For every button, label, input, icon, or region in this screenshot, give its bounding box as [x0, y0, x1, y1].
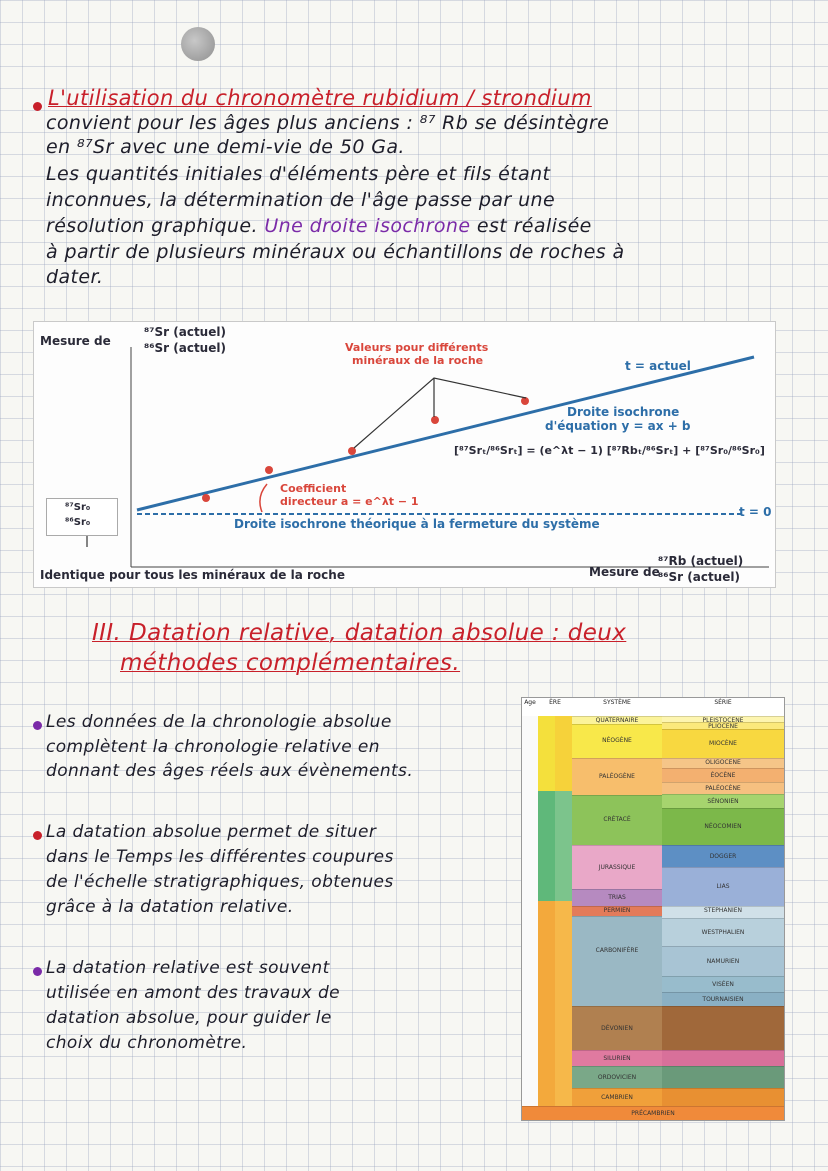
header-system: SYSTÈME: [603, 699, 631, 706]
bullet: [33, 967, 42, 976]
sr0-bottom: ⁸⁶Sr₀: [65, 517, 91, 528]
binder-hole: [181, 27, 215, 61]
series-row: LIAS: [662, 867, 784, 906]
system-paleogene: PALÉOGÈNE: [572, 758, 662, 795]
x-axis-bottom: ⁸⁶Sr (actuel): [658, 570, 740, 584]
era-primaire: [555, 901, 572, 1106]
series-row: NAMURIEN: [662, 946, 784, 976]
era-tertiaire: [555, 716, 572, 791]
bullet: [33, 102, 42, 111]
coef-label: directeur a = e^λt − 1: [280, 495, 419, 508]
isochrone-highlight: Une droite isochrone: [264, 215, 471, 237]
series-cambrian: [662, 1088, 784, 1106]
paragraph-line: datation absolue, pour guider le: [46, 1008, 332, 1028]
coef-arc: [260, 484, 267, 512]
text-segment: est réalisée: [470, 215, 592, 237]
bullet: [33, 831, 42, 840]
t-actuel-label: t = actuel: [625, 359, 691, 373]
series-row: MIOCÈNE: [662, 729, 784, 758]
text-line: Les quantités initiales d'éléments père et fils étant: [46, 163, 551, 185]
bullet: [33, 721, 42, 730]
series-row: PLIOCÈNE: [662, 722, 784, 729]
sr0-box: [46, 498, 118, 536]
series-row: ÉOCÈNE: [662, 768, 784, 782]
system-triassic: TRIAS: [572, 889, 662, 906]
t-zero-label: t = 0: [739, 505, 772, 519]
arrow-lines: [354, 378, 526, 448]
paragraph-line: La datation relative est souvent: [46, 958, 330, 978]
paragraph-line: dans le Temps les différentes coupures: [46, 847, 394, 867]
mineral-point: [265, 466, 273, 474]
text-line: en ⁸⁷Sr avec une demi-vie de 50 Ga.: [46, 136, 405, 158]
paragraph-line: de l'échelle stratigraphiques, obtenues: [46, 872, 394, 892]
text-line: inconnues, la détermination de l'âge passe par une: [46, 189, 556, 211]
identical-label: Identique pour tous les minéraux de la roche: [40, 568, 345, 582]
series-row: DOGGER: [662, 845, 784, 867]
theoretical-label: Droite isochrone théorique à la fermeture du système: [234, 517, 600, 531]
rb-sr-heading: L'utilisation du chronomètre rubidium / strondium: [48, 86, 592, 110]
text-line: [46, 215, 592, 237]
paragraph-line: donnant des âges réels aux évènements.: [46, 761, 414, 781]
paragraph-line: complètent la chronologie relative en: [46, 737, 380, 757]
system-silurian: SILURIEN: [572, 1050, 662, 1066]
series-row: STÉPHANIEN: [662, 906, 784, 918]
system-permian: PERMIEN: [572, 906, 662, 916]
paragraph-line: La datation absolue permet de situer: [46, 822, 377, 842]
series-silurian: [662, 1050, 784, 1066]
isochrone-label: Droite isochrone: [567, 405, 680, 419]
mineral-point: [431, 416, 439, 424]
paragraph-line: Les données de la chronologie absolue: [46, 712, 392, 732]
header-era: ÈRE: [549, 699, 561, 706]
system-cretaceous: CRÉTACÉ: [572, 795, 662, 845]
x-axis-prefix: Mesure de: [589, 565, 660, 579]
series-ordovician: [662, 1066, 784, 1088]
sr0-top: ⁸⁷Sr₀: [65, 502, 91, 513]
isochrone-equation-label: d'équation y = ax + b: [545, 419, 691, 433]
system-carboniferous: CARBONIFÈRE: [572, 916, 662, 1006]
text-line: dater.: [46, 266, 104, 288]
system-devonian: DÉVONIEN: [572, 1006, 662, 1050]
era-mesozoic: [538, 791, 555, 901]
x-axis-top: ⁸⁷Rb (actuel): [658, 554, 744, 568]
series-row: WESTPHALIEN: [662, 918, 784, 946]
section-3-title: III. Datation relative, datation absolue : deux: [92, 620, 627, 646]
series-row: NÉOCOMIEN: [662, 808, 784, 845]
series-row: TOURNAISIEN: [662, 992, 784, 1006]
era-secondaire: [555, 791, 572, 901]
series-row: VISÉEN: [662, 976, 784, 992]
mineral-point: [348, 447, 356, 455]
system-ordovician: ORDOVICIEN: [572, 1066, 662, 1088]
paragraph-line: choix du chronomètre.: [46, 1033, 248, 1053]
paragraph-line: grâce à la datation relative.: [46, 897, 294, 917]
values-label: minéraux de la roche: [352, 354, 484, 367]
header-series: SÉRIE: [714, 699, 732, 706]
series-row: PLEISTOCÈNE: [662, 716, 784, 722]
y-axis-bottom: ⁸⁶Sr (actuel): [144, 341, 226, 355]
era-paleozoic: [538, 901, 555, 1106]
system-jurassic: JURASSIQUE: [572, 845, 662, 889]
section-3-title-line2: méthodes complémentaires.: [120, 650, 461, 676]
isochrone-diagram: [33, 321, 776, 588]
system-quaternary: QUATERNAIRE: [572, 716, 662, 724]
age-column: [522, 716, 539, 1111]
era-cenozoic: [538, 716, 555, 791]
series-devonian: [662, 1006, 784, 1050]
system-neogene: NÉOGÈNE: [572, 724, 662, 758]
values-label: Valeurs pour différents: [345, 341, 489, 354]
text-line: convient pour les âges plus anciens : ⁸⁷ Rb se désintègre: [46, 112, 610, 134]
paragraph-line: utilisée en amont des travaux de: [46, 983, 340, 1003]
text-line: à partir de plusieurs minéraux ou échantillons de roches à: [46, 241, 625, 263]
header-age: Age: [524, 699, 536, 706]
equation: [⁸⁷Srₜ/⁸⁶Srₜ] = (e^λt − 1) [⁸⁷Rbₜ/⁸⁶Srₜ] + [⁸⁷Sr₀/⁸⁶Sr₀]: [454, 444, 765, 457]
y-axis-prefix: Mesure de: [40, 334, 111, 348]
coef-label: Coefficient: [280, 482, 347, 495]
text-segment: résolution graphique.: [46, 215, 265, 237]
series-row: SÉNONIEN: [662, 794, 784, 808]
system-cambrian: CAMBRIEN: [572, 1088, 662, 1106]
y-axis-top: ⁸⁷Sr (actuel): [144, 325, 226, 339]
series-row: PALÉOCÈNE: [662, 782, 784, 794]
precambrian-row: PRÉCAMBRIEN: [522, 1106, 784, 1120]
stratigraphic-scale: [521, 697, 785, 1121]
mineral-point: [202, 494, 210, 502]
series-row: OLIGOCÈNE: [662, 758, 784, 768]
